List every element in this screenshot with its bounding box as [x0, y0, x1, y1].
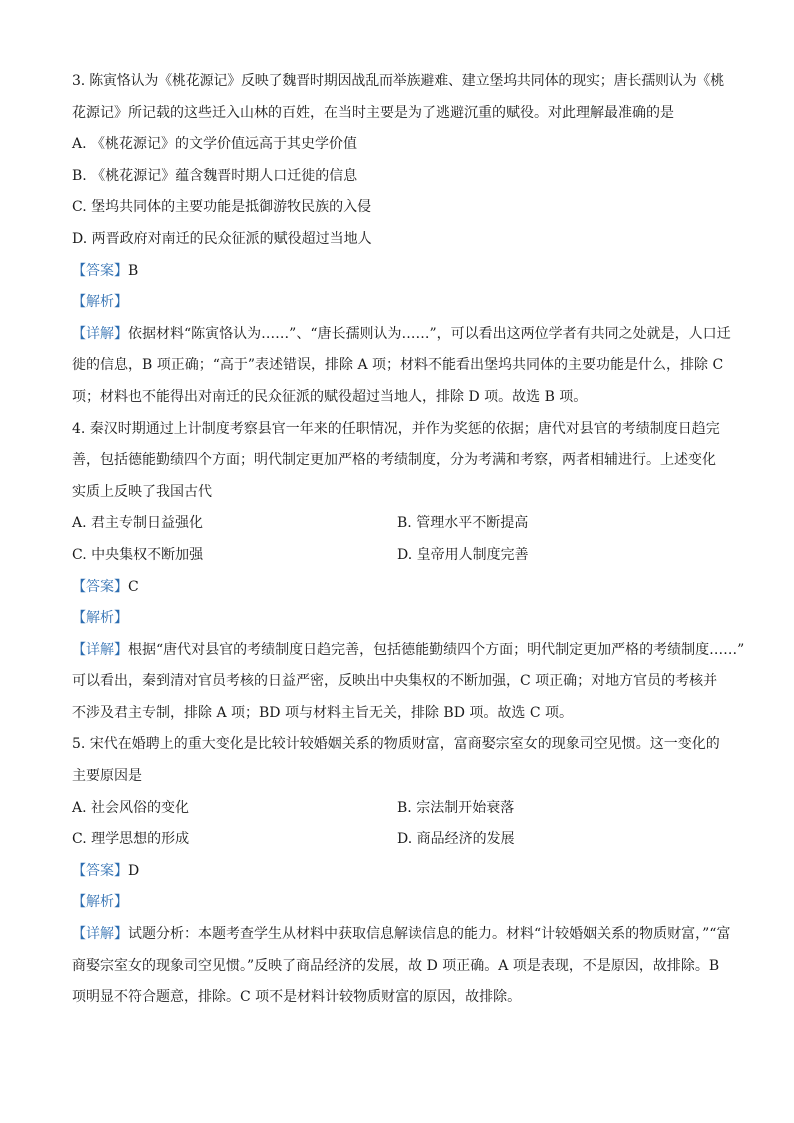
- question-5-detail-line-1: [72, 926, 731, 943]
- detail-label: 【详解】: [72, 641, 128, 658]
- question-3-option-a: A. 《桃花源记》的文学价值远高于其史学价值: [72, 136, 358, 153]
- question-5-detail-line-2: 商娶宗室女的现象司空见惯。”反映了商品经济的发展，故 D 项正确。A 项是表现，不是原因，故排除。B: [72, 957, 720, 974]
- question-3-answer: [72, 264, 724, 279]
- question-4-analysis-heading: [72, 611, 724, 626]
- question-3-detail-line-3: 项；材料也不能得出对南迁的民众征派的赋役超过当地人，排除 D 项。故选 B 项。: [72, 388, 588, 405]
- question-4-stem-line-1: 4. 秦汉时期通过上计制度考察县官一年来的任职情况，并作为奖惩的依据；唐代对县官的考绩制度日趋完: [72, 420, 720, 437]
- question-4-options-row-1: [72, 516, 724, 531]
- question-5-option-a: A. 社会风俗的变化: [72, 799, 190, 816]
- question-4: [72, 420, 745, 721]
- detail-text: 依据材料“陈寅恪认为……”、“唐长孺则认为……”，可以看出这两位学者有共同之处就是，人口迁: [128, 325, 731, 342]
- answer-value: D: [128, 862, 140, 879]
- detail-text: 试题分析：本题考查学生从材料中获取信息解读信息的能力。材料“计较婚姻关系的物质财富，”“富: [128, 926, 731, 943]
- detail-text: 根据“唐代对县官的考绩制度日趋完善，包括德能勤绩四个方面；明代制定更加严格的考绩制度……”: [128, 641, 745, 658]
- question-4-options-row-2: [72, 548, 724, 563]
- answer-label: 【答案】: [72, 262, 128, 279]
- analysis-label: 【解析】: [72, 610, 128, 627]
- question-5-detail-line-3: 项明显不符合题意，排除。C 项不是材料计较物质财富的原因，故排除。: [72, 989, 522, 1006]
- question-5-answer: [72, 864, 724, 879]
- question-3: [72, 73, 731, 405]
- question-3-stem-line-1: 3. 陈寅恪认为《桃花源记》反映了魏晋时期因战乱而举族避难、建立堡坞共同体的现实；唐长孺则认为《桃: [72, 73, 725, 89]
- analysis-label: 【解析】: [72, 894, 128, 911]
- question-4-option-d: D. 皇帝用人制度完善: [397, 546, 529, 563]
- answer-label: 【答案】: [72, 578, 128, 595]
- question-4-option-a: A. 君主专制日益强化: [72, 515, 204, 532]
- document-page: [72, 73, 745, 1022]
- question-3-analysis-heading: [72, 295, 724, 310]
- detail-label: 【详解】: [72, 926, 128, 943]
- question-4-option-b: B. 管理水平不断提高: [397, 515, 529, 532]
- question-4-option-c: C. 中央集权不断加强: [72, 546, 204, 563]
- question-5-option-d: D. 商品经济的发展: [397, 831, 515, 848]
- question-5-stem-line-2: 主要原因是: [72, 768, 142, 785]
- question-3-detail-line-2: 徙的信息，B 项正确；“高于”表述错误，排除 A 项；材料不能看出堡坞共同体的主要功能是什么，排除 C: [72, 357, 724, 374]
- question-3-stem-line-2: 花源记》所记载的这些迁入山林的百姓，在当时主要是为了逃避沉重的赋役。对此理解最准确的是: [72, 104, 674, 121]
- question-4-stem-line-2: 善，包括德能勤绩四个方面；明代制定更加严格的考绩制度，分为考满和考察，两者相辅进行。上述变化: [72, 452, 716, 469]
- question-3-option-d: D. 两晋政府对南迁的民众征派的赋役超过当地人: [72, 230, 372, 247]
- question-5-option-c: C. 理学思想的形成: [72, 831, 190, 848]
- question-4-detail-line-3: 不涉及君主专制，排除 A 项；BD 项与材料主旨无关，排除 BD 项。故选 C 项。: [72, 704, 573, 721]
- question-5-options-row-2: [72, 832, 724, 847]
- question-3-option-b: B. 《桃花源记》蕴含魏晋时期人口迁徙的信息: [72, 167, 358, 184]
- question-3-option-c: C. 堡坞共同体的主要功能是抵御游牧民族的入侵: [72, 199, 372, 216]
- question-4-detail-line-2: 可以看出，秦到清对官员考核的日益严密，反映出中央集权的不断加强，C 项正确；对地方官员的考核并: [72, 673, 718, 690]
- question-5-option-b: B. 宗法制开始衰落: [397, 799, 515, 816]
- question-4-detail-line-1: [72, 641, 745, 658]
- question-4-stem-line-3: 实质上反映了我国古代: [72, 483, 212, 500]
- detail-label: 【详解】: [72, 325, 128, 342]
- question-5-analysis-heading: [72, 895, 724, 910]
- question-4-answer: [72, 580, 724, 595]
- question-5: [72, 736, 731, 1006]
- question-5-options-row-1: [72, 801, 724, 816]
- answer-value: B: [128, 262, 139, 279]
- question-5-stem-line-1: 5. 宋代在婚聘上的重大变化是比较计较婚姻关系的物质财富，富商娶宗室女的现象司空见惯。这一变化的: [72, 736, 720, 753]
- question-3-detail-line-1: [72, 325, 731, 342]
- answer-label: 【答案】: [72, 862, 128, 879]
- analysis-label: 【解析】: [72, 294, 128, 311]
- answer-value: C: [128, 578, 139, 595]
